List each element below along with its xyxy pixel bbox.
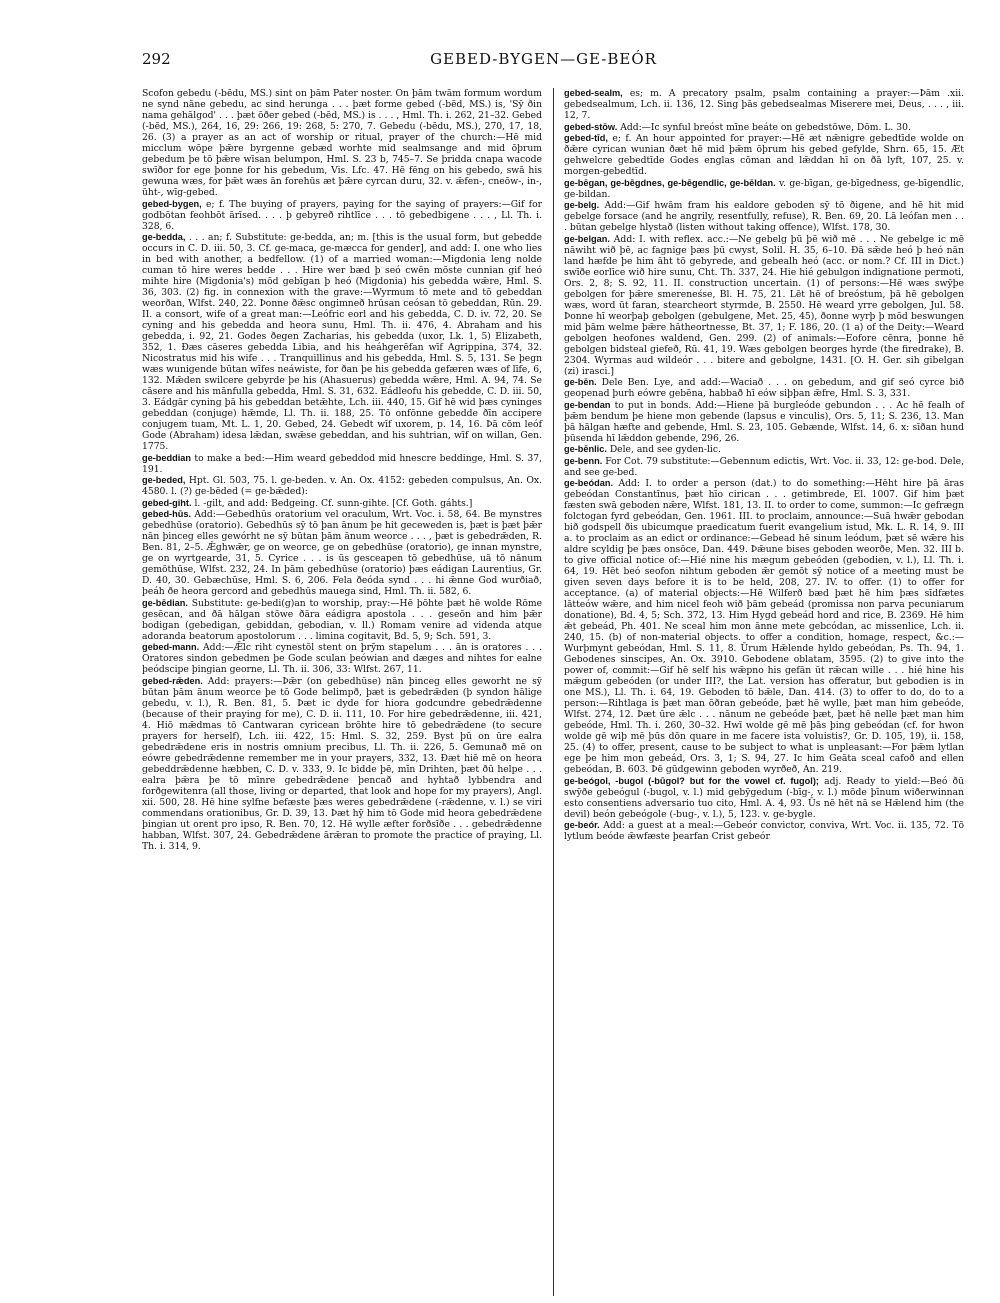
- entry-text: to put in bonds. Add:—Hiene þā burgleóde gebundon . . . Ac hē fealh of þǣm bendum þe hiene mon gebende (lapsus e vinculis), Ors. 5, 11; S. 236, 13. Man þā hālgan hæfte and gebende, Hml. S. 23, 105. Gebænde, Wlfst. 14, 6. x: sīðan hund þūsenda hī lǣddon gebende, 296, 26.: [564, 399, 965, 444]
- entry-headword: ge-belg.: [564, 200, 600, 210]
- entry-headword: gebed-rǣden.: [142, 675, 203, 686]
- entry-headword: gebed-hūs.: [142, 509, 192, 519]
- dictionary-entry: [564, 200, 964, 233]
- entry-headword: gebed-sealm,: [564, 88, 623, 98]
- page-header: [142, 50, 945, 74]
- entry-headword: ge-bendan: [564, 399, 611, 410]
- entry-headword: gebed-giht.: [142, 497, 192, 508]
- entry-text: Add:—Ǣlc riht cynestōl stent on þrȳm stapelum . . . ān is oratores . . . Oratores sindon gebedmen þe Gode sculan þeówian and dæges and nihtes for ealne þeódscipe þingian georne, Ll. Th. ii. 306, 33: Wlfst. 267, 11.: [142, 642, 542, 675]
- dictionary-entry: [564, 820, 964, 842]
- entry-headword: gebed-stōw.: [564, 121, 618, 132]
- dictionary-entry: [564, 478, 964, 775]
- dictionary-entry: [564, 122, 964, 133]
- entry-text: l. -gilt, and add: Bedgeing. Cf. sunn-gihte. [Cf. Goth. gáhts.]: [194, 497, 473, 509]
- entry-text: Add: I. to order a person (dat.) to do something:—Hēht hire þā āras gebeódan Constantīnus, þæt hīo cirican . . . getimbrede, El. 1007. Gif him þæt fæsten swā geboden nǣre, Wlfst. 181, 13. II. to order to come, summon:—Ic gefrægn folctogan fyrd gebeódan, Gen. 1961. III. to proclaim, announce:—Suā hwǣr gebodan bið godspell ðis ubicumque praedicatum fuerit evangelium istud, Mk. L. R. 14, 9. III a. to proclaim as an edict or ordinance:—Gebead hē sinum leódum, þæt sē wǣre his aldre scyldig þe þæs onsōce, Dan. 449. Þǣune bises geboden weorðe, Men. 32. III b. to give official notice of:—Hié nine his mægum gebeóden (gebodien, v. l.), Ll. Th. i. 64, 19. Hēt beó seofon nihtum geboden ǣr gemōt sȳ notice of a meeting must be given seven days before it is to be held, 208, 27. IV. to offer. (1) to offer for acceptance. (a) of material objects:—Hē Wilferð bæd þæt hē him þæs sīdfætes lātteów wǣre, and him nicel feoh wið þām gebeád (promissa non parva pecuniarum donatione), Bd. 4, 5; Sch. 372, 13. Him Hygd gebeád hord and rice, B. 2369. Hē him ǣt gebeád, Ph. 401. Ne sceal him mon ānne mete gebcódan, ac missenlice, Lch. ii. 240, 15. (b) of non-material objects. to offer a condition, homage, respect, &c.:—Wurþmynt gebeódan, Hml. S. 11, 8. Ūrum Hǣlende hyldo gebeódan, Ps. Th. 94, 1. Gebodenes sinscipes, An. Ox. 3910. Gebodene oblatam, 3595. (2) to give into the power of, commit:—Gif hē self his wǣpno his gefān ūt rǣcan wille . . . hié hine his mǣgum gebeóden (or under III?, the Lat. version has offeratur, but gebodien is in one MS.), Ll. Th. i. 64, 19. Geboden tō bǣle, Dan. 414. (3) to offer to do, do to a person:—Rihtlaga is þæt man ōðran gebeóde, þæt hē wylle, þæt man him gebeóde, Wlfst. 274, 12. Þæt ūre ǣlc . . . nānum ne gebeóde þæt, þæt hē nelle þæt man him gebeóde, Hml. Th. i. 260, 30–32. Hwī wolde gē mē þās þing gebeódan (cf. for hwon wolde gē wiþ mē þūs dōn quare in me facere ista voluistis?, Gr. D. 105, 19), ii. 158, 25. (4) to offer, present, cause to be subject to what is unpleasant:—For þǣm lytlan ege þe him mon gebeád, Ors. 3, 1; S. 94, 27. Ic him Geāta sceal cafoð and ellen gebeódan, B. 603. Þē gūdgewinn geboden wyrðeð, An. 219.: [564, 478, 965, 775]
- entry-text: Hpt. Gl. 503, 75. l. ge-beden. v. An. Ox. 4152: gebeden compulsus, An. Ox. 4580. l. (?) ge-bēded (= ge-bǣded):: [142, 475, 542, 497]
- entry-text: Add: a guest at a meal:—Gebeór convictor, conviva, Wrt. Voc. ii. 135, 72. Tō lytlum beóde ǣwfæste þearfan Crist gebeór: [564, 820, 965, 842]
- dictionary-entry: [564, 444, 964, 455]
- right-column: [564, 88, 964, 843]
- entry-text: v. ge-bīgan, ge-bīgedness, ge-bīgendlic, ge-bildan.: [564, 177, 965, 200]
- entry-headword: gebed-tīd,: [564, 133, 608, 143]
- entry-text: es; m. A precatory psalm, psalm containing a prayer:—Þām .xii. gebedsealmum, Lch. ii. 136, 12. Sing þās gebedsealmas Miserere mei, Deus, . . . , iii. 12, 7.: [564, 88, 964, 121]
- column-divider: [553, 88, 554, 1296]
- dictionary-entry: [564, 234, 964, 377]
- entry-headword: ge-beódan.: [564, 478, 614, 488]
- entry-headword: gebed-mann.: [142, 642, 200, 652]
- entry-headword: gebed-bygen,: [142, 198, 202, 209]
- entry-text: e; f. An hour appointed for prayer:—Hē æt nǣnigre gebedtīde wolde on ðǣre cyrican wunian ðæt hē mid þǣm ōþrum his gebed gefylde, Shrn. 65, 15. Æt gehwelcre gebedtīde Godes englas cōman and lǣddan hī on ðā lyft, 107, 25. v. morgen-gebedtīd.: [564, 133, 965, 177]
- dictionary-entry: [564, 400, 964, 444]
- entry-text: Add: I. with reflex. acc.:—Ne gebelg þū þē wið mē . . . Ne gebelge ic mē nāwiht wið þē, ac fagnige þæs þū cwyst, Solil. H. 35, 6–10. Ðā sǣde heó þ heó nān land hæfde þe him āht tō gebyrede, and gebealh heó (acc. or nom.? Cf. III in Dict.) swīðe eorlīce wið hire sunu, Cht. Th. 337, 24. Hie hié gebulgon indignatione permoti, Ors. 2, 8; S. 92, 11. II. construction uncertain. (1) of persons:—Hē wæs swȳþe gebolgen for þǣre smereneśse, Bl. H. 75, 21. Lēt hē of breóstum, þā hē gebolgen wæs, word ūt faran, stearcheort styrmde, B. 2550. Hē weard yrre gebolgen, Jul. 58. Þonne hī weorþaþ gebolgen (gebulgene, Met. 25, 45), ðonne wyrþ þ mōd beswungen mid þām welme þǣre hātheortnesse, Bt. 37, 1; F. 186, 20. (1 a) of the Deity:—Weard gebolgen heofones waldend, Gen. 299. (2) of animals:—Eofore cēnra, þonne hē gebolgen bidsteal giefeð, Rū. 41, 19. Wæs gebolgen beorges hyrde (the firedrake), B. 2304. Wyrmas aud wildeór . . . bitere and gebolgne, 1431. [O. H. Ger. sih gibelgan (zi) irasci.]: [564, 233, 965, 377]
- dictionary-entry: [142, 676, 542, 852]
- dictionary-entry: [142, 498, 542, 509]
- entry-headword: ge-benn.: [564, 455, 603, 466]
- dictionary-entry: [142, 453, 542, 475]
- dictionary-entry: [564, 88, 964, 121]
- entry-headword: ge-bēdian.: [142, 597, 188, 608]
- entry-headword: ge-bēn.: [564, 377, 597, 387]
- dictionary-entry: [564, 377, 964, 399]
- entry-text: Add: prayers:—Þǣr (on gebedhūse) nān þinceg elles geworht ne sȳ būtan þām ānum weorce þe tō Gode belimpð, þæt is gebedrǣden (þ syndon hālige gebedu, v. l.), R. Ben. 81, 5. Þæt ic dyde for hiora godcundre gebedrǣdenne (because of their praying for me), C. D. ii. 111, 10. For hire gebedrǣdenne, iii. 421, 4. Hiō mǣdmas tō Cantwaran cyricean brōhte hire tō gebedrǣdene (to secure prayers for herself), Lch. iii. 422, 15: Hml. S. 32, 259. Byst þū on ūre ealra gebedrǣdene eris in nostris omnium precibus, Ll. Th. ii. 226, 5. Gemunað mē on eówre gebedrǣdenne remember me in your prayers, 332, 13. Ðæt hiē mē on heora gebeddrǣdenne hæbben, C. D. v. 333, 9. Ic bidde þē, mīn Drihten, þæt ðū helpe . . . ealra þǣra þe tō mīnre gebedrǣdene þencað and hyhtað lybbendra and forðgewitenra (all those, living or departed, that look and hope for my prayers), Angl. xii. 500, 28. Hē hine sylfne befæste þæs weres gebedrǣdene (-rǣdenne, v. l.) se viri commendans orationibus, Gr. D. 39, 13. Þæt hȳ him tō Gode mid heora gebedrǣdene þingian ut orent pro ipso, R. Ben. 70, 12. Hē wylle æfter forðsīðe . . . gebedrǣdenne habban, Wlfst. 307, 24. Gebedrǣdene ārǣran to promote the practice of praying, Ll. Th. i. 314, 9.: [142, 675, 542, 852]
- dictionary-entry: [142, 475, 542, 497]
- entry-headword: ge-bedda,: [142, 232, 186, 242]
- entry-text: For Cot. 79 substitute:—Gebennum edictis, Wrt. Voc. ii. 33, 12: ge-bod. Dele, and see ge-bed.: [564, 455, 964, 478]
- dictionary-entry: [142, 199, 542, 232]
- dictionary-entry: [564, 776, 964, 820]
- entry-headword: ge-beógol, -bugol (-būgol? but for the vowel cf. fugol);: [564, 775, 819, 786]
- entry-text: e; f. The buying of prayers, paying for the saying of prayers:—Gif for godbōtan feohbōt ārīsed. . . . þ gebyreð rihtlīce . . . tō gebedbigene . . . , Ll. Th. i. 328, 6.: [142, 198, 543, 232]
- entry-headword: ge-beded,: [142, 475, 186, 485]
- entry-text: Dele Ben. Lye, and add:—Waciað . . . on gebedum, and gif seó cyrce bið geopenad þurh eówre gebēna, habbað hī eów siþþan ǣfre, Hml. S. 3, 331.: [564, 377, 964, 399]
- dictionary-entry: [142, 232, 542, 452]
- entry-headword: ge-beddian: [142, 452, 192, 463]
- entry-headword: ge-bēnlic.: [564, 444, 607, 454]
- entry-text: Add:—Ic synful breóst mīne beáte on gebedstōwe, Dōm. L. 30.: [620, 121, 911, 133]
- dictionary-entry: [142, 88, 542, 198]
- entry-text: to make a bed:—Him weard gebeddod mid hnescre beddinge, Hml. S. 37, 191.: [142, 452, 543, 475]
- page-number: 292: [142, 50, 171, 68]
- dictionary-entry: [142, 598, 542, 642]
- entry-headword: ge-beór.: [564, 820, 600, 830]
- dictionary-entry: [564, 456, 964, 478]
- entry-text: . . . an; f. Substitute: ge-bedda, an; m. [this is the usual form, but gebedde occurs in C. D. iii. 50, 3. Cf. ge-maca, ge-mæcca for gender], and add: I. one who lies in bed with another, a bedfellow. (1) of a married woman:—Migdonia leng nolde cuman tō hire weres bedde . . . Hire wer bæd þ seó cwēn mōste cunnian gif heó mihte hire (Migdonia's) mōd gebīgan þ heó (Migdonia) his gebedda wǣre, Hml. S. 36, 303. (2) fig. in connexion with the grave:—Wyrmum tō mete and tō gebeddan weorðan, Wlfst. 240, 22. Þonne ðǣsc ongimneð hrūsan ceósan tō gebeddan, Rūn. 29. II. a consort, wife of a great man:—Leófric eorl and his gebedda, C. D. iv. 72, 20. Se cyning and his gebedda and heora sunu, Hml. Th. ii. 476, 4. Abraham and his gebedda, i. 92, 21. Godes ðegen Zacharias, his gebedda (uxor, Lk. 1, 5) Elizabeth, 352, 1. Ðæs cāseres gebedda Libia, and his heáhgerēfan wīf Agrippina, 374, 32. Nicostratus mid his wife . . . Tranquillinus and his gebedda, Hml. S. 5, 131. Se þegn wæs wunigende būtan wīfes neáwiste, for ðan þe his gebedda gefæren wæs of līfe, 6, 132. Mǣden swilcere gebyrde þe his (Ahasuerus) gebedda wǣre, Hml. A. 94, 74. Se cāsere and his mānfulla gebedda, Hml. S. 31, 632. Eádleofu his gebedde, C. D. iii. 50, 3. Eádgār cyning þā his gebeddan betǣhte, Lch. iii. 440, 15. Gif hē wid þæs cyninges gebeddan (conjuge) hǣmde, Ll. Th. ii. 188, 25. Tō onfōnne gebedde ðīn accipere conjugem tuam, Mt. L. 1, 20. Gebed, 24. Gebedt wīf uxorem, p. 14, 16. Þā cōm leóf Gode (Abraham) idesa lǣdan, swǣse gebeddan, and his suhtrian, wīf on willan, Gen. 1775.: [142, 232, 542, 452]
- entry-text: Add:—Gebedhūs oratorium vel oraculum, Wrt. Voc. i. 58, 64. Be mynstres gebedhūse (oratorio). Gebedhūs sȳ tō þan ānum þe hit geceweden is, þæt is þæt þǣr nān þinceg elles gewórht ne sȳ būtan þām ānum weorce . . . , þæt is gebedrǣden, R. Ben. 81, 2–5. Ǣghwǣr, ge on weorce, ge on gebedhūse (oratorio), ge innan mynstre, ge on wyrtgearde, 31, 5. Cyrice . . . is ūs gesceapen tō gebedhūse, uā tō nānum gemōthūse, Wlfst. 232, 24. In þām gebedhūse (oratorio) þæs eádigan Laurentius, Gr. D. 40, 30. Gebæchūse, Hml. S. 6, 206. Fela ðeóda synd . . . hi ǣnne God wurðiað, þeáh ðe heora gercord and gebedhūs mauega sind, Hml. Th. ii. 582, 6.: [142, 509, 542, 597]
- dictionary-entry: [564, 178, 964, 200]
- left-column: [142, 88, 542, 852]
- entry-text: Dele, and see gyden-lic.: [609, 444, 721, 455]
- dictionary-entry: [564, 133, 964, 177]
- dictionary-entry: [142, 642, 542, 675]
- entry-text: Substitute: ge-bedi(g)an to worship, pray:—Hē þōhte þæt hē wolde Rōme gesēcan, and ðā hālgan stōwe ðāra eádigra apostola . . . geseōn and him þǣr bodigan (gebedigan, gebiddan, gebodian, v. ll.) Romam venire ad videnda atque adoranda beatorum apostolorum . . . limina cogitavit, Bd. 5, 9; Sch. 591, 3.: [142, 597, 543, 642]
- running-head: GEBED-BYGEN—GE-BEÓR: [430, 50, 657, 68]
- dictionary-entry: [142, 509, 542, 597]
- entry-text: adj. Ready to yield:—Beó ðū swȳðe gebeógul (-bugol, v. l.) mid gebȳgedum (-bīg-, v. l.) mōde þīnum wiðerwinnan esto consentiens adversario tuo cito, Hml. A. 4, 93. Ūs nē hēt nā se Hǣlend him (the devil) beón gebeógole (-bug-, v. l.), 5, 123. v. ge-bygle.: [564, 775, 965, 820]
- entry-headword: ge-belgan.: [564, 233, 610, 244]
- entry-text: Add:—Gif hwām fram his ealdore geboden sȳ tō ðigene, and hē hit mid gebelge forsace (and he angrily, resentfully, refuse), R. Ben. 69, 20. Lā leófan men . . . būtan gebelge hlystað (listen without taking offence), Wlfst. 178, 30.: [564, 200, 965, 233]
- entry-headword: ge-bēgan, ge-bēgdnes, ge-bēgendlic, ge-bēldan.: [564, 177, 776, 188]
- entry-text: Scofon gebedu (-bēdu, MS.) sint on þām Pater noster. On þām twām formum wordum ne synd nāne gebedu, ac sind herunga . . . þæt forme gebed (-bēd, MS.) is, 'Sȳ ðin nama gehālgod' . . . þæt ōðer gebed (-bēd, MS.) is . . . , Hml. Th. i. 262, 21–32. Gebed (-bēd, MS.), 264, 16, 29: 266, 19: 268, 5: 270, 7. Gebedu (-bēdu, MS.), 270, 17, 18, 26. (3) a prayer as an act of worship or ritual, prayer of the church:—Hē mid micclum wōpe þǣre byrgenne gebæd worhte mid sealmsange and mid ōþrum gebedum þe tō þǣre wīsan belumpon, Hml. S. 23 b, 745–7. Se þridda cnapa wacode swīðor for ege þonne for his gebedum, Vis. Lfc. 47. Hē fēng on his gebedo, swā his gewuna wæs, for þǣt wæs ān forehūs æt þǣre cyrcan duru, 32. v. ǣfen-, cneōw-, in-, ūht-, wīg-gebed.: [142, 88, 542, 198]
